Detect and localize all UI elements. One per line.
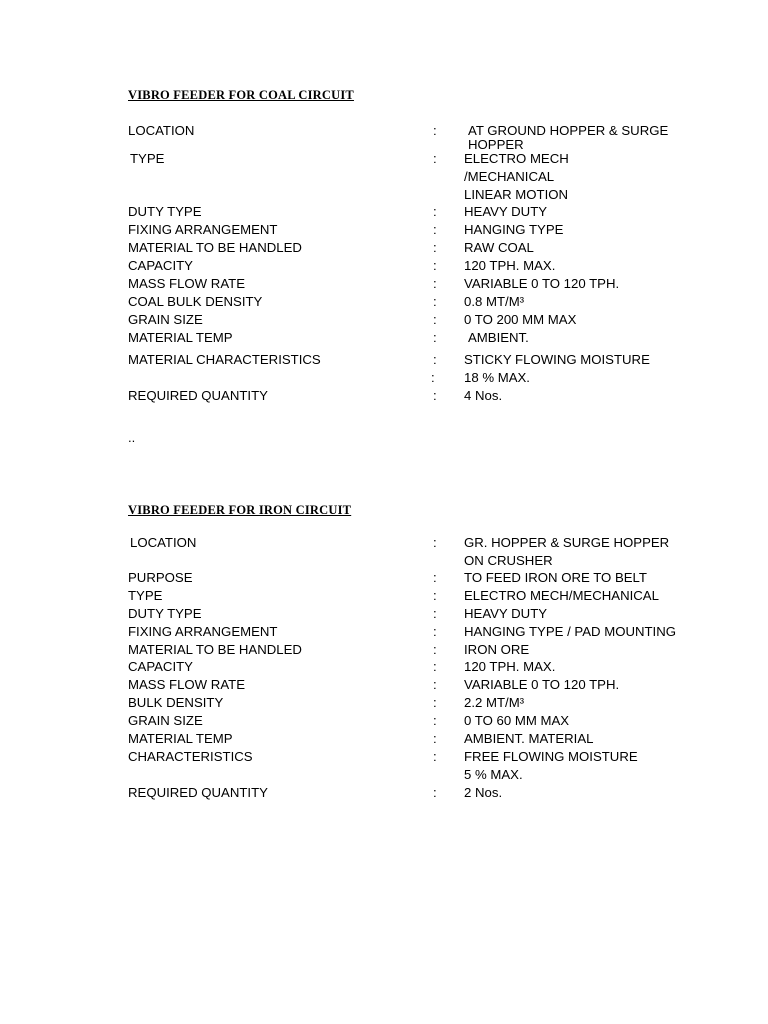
iron-section-title: VIBRO FEEDER FOR IRON CIRCUIT	[128, 503, 352, 517]
coal-char-value-cont: 18 % MAX.	[464, 370, 530, 385]
iron-location-value-cont: ON CRUSHER	[464, 553, 553, 568]
coal-material-label: MATERIAL TO BE HANDLED	[128, 240, 302, 255]
colon: :	[433, 204, 437, 219]
colon: :	[433, 606, 437, 621]
colon: :	[433, 222, 437, 237]
colon: :	[433, 642, 437, 657]
coal-duty-value: HEAVY DUTY	[464, 204, 548, 219]
separator-dots: ..	[128, 430, 136, 445]
coal-type-label: TYPE	[130, 151, 165, 166]
coal-type-value-cont-2: LINEAR MOTION	[464, 187, 569, 202]
colon: :	[433, 123, 437, 138]
iron-fixing-value: HANGING TYPE / PAD MOUNTING	[464, 624, 676, 639]
iron-purpose-value: TO FEED IRON ORE TO BELT	[464, 570, 647, 585]
coal-type-value-cont: /MECHANICAL	[464, 169, 555, 184]
iron-capacity-label: CAPACITY	[128, 659, 193, 674]
coal-duty-label: DUTY TYPE	[128, 204, 202, 219]
colon: :	[433, 659, 437, 674]
iron-char-label: CHARACTERISTICS	[128, 749, 253, 764]
coal-fixing-label: FIXING ARRANGEMENT	[128, 222, 278, 237]
iron-material-label: MATERIAL TO BE HANDLED	[128, 642, 302, 657]
colon: :	[433, 570, 437, 585]
iron-duty-label: DUTY TYPE	[128, 606, 202, 621]
coal-density-label: COAL BULK DENSITY	[128, 294, 263, 309]
colon: :	[433, 588, 437, 603]
colon: :	[433, 749, 437, 764]
coal-temp-label: MATERIAL TEMP	[128, 330, 233, 345]
iron-flow-value: VARIABLE 0 TO 120 TPH.	[464, 677, 620, 692]
iron-flow-label: MASS FLOW RATE	[128, 677, 245, 692]
coal-flow-label: MASS FLOW RATE	[128, 276, 245, 291]
coal-grain-value: 0 TO 200 MM MAX	[464, 312, 577, 327]
colon: :	[433, 258, 437, 273]
colon: :	[433, 294, 437, 309]
coal-type-value: ELECTRO MECH	[464, 151, 569, 166]
iron-duty-value: HEAVY DUTY	[464, 606, 548, 621]
coal-grain-label: GRAIN SIZE	[128, 312, 203, 327]
coal-material-value: RAW COAL	[464, 240, 534, 255]
iron-qty-value: 2 Nos.	[464, 785, 503, 800]
coal-capacity-label: CAPACITY	[128, 258, 193, 273]
coal-char-label: MATERIAL CHARACTERISTICS	[128, 352, 321, 367]
colon: :	[433, 713, 437, 728]
coal-temp-value: AMBIENT.	[468, 330, 529, 345]
iron-temp-value: AMBIENT. MATERIAL	[464, 731, 594, 746]
iron-char-value: FREE FLOWING MOISTURE	[464, 749, 638, 764]
colon: :	[433, 352, 437, 367]
colon: :	[433, 388, 437, 403]
iron-grain-value: 0 TO 60 MM MAX	[464, 713, 570, 728]
colon: :	[433, 785, 437, 800]
colon: :	[433, 312, 437, 327]
coal-fixing-value: HANGING TYPE	[464, 222, 564, 237]
coal-location-value: AT GROUND HOPPER & SURGE	[468, 123, 669, 138]
colon: :	[433, 240, 437, 255]
iron-purpose-label: PURPOSE	[128, 570, 193, 585]
iron-qty-label: REQUIRED QUANTITY	[128, 785, 268, 800]
coal-location-value-cont: HOPPER	[468, 137, 524, 152]
iron-location-label: LOCATION	[130, 535, 197, 550]
iron-density-label: BULK DENSITY	[128, 695, 224, 710]
coal-qty-value: 4 Nos.	[464, 388, 503, 403]
coal-qty-label: REQUIRED QUANTITY	[128, 388, 268, 403]
coal-location-label: LOCATION	[128, 123, 195, 138]
iron-type-value: ELECTRO MECH/MECHANICAL	[464, 588, 659, 603]
colon: :	[433, 330, 437, 345]
colon: :	[433, 624, 437, 639]
iron-temp-label: MATERIAL TEMP	[128, 731, 233, 746]
iron-capacity-value: 120 TPH. MAX.	[464, 659, 556, 674]
iron-char-value-cont: 5 % MAX.	[464, 767, 523, 782]
coal-capacity-value: 120 TPH. MAX.	[464, 258, 556, 273]
colon: :	[433, 731, 437, 746]
iron-type-label: TYPE	[128, 588, 163, 603]
colon: :	[433, 695, 437, 710]
colon: :	[433, 276, 437, 291]
coal-flow-value: VARIABLE 0 TO 120 TPH.	[464, 276, 620, 291]
iron-material-value: IRON ORE	[464, 642, 530, 657]
coal-section-title: VIBRO FEEDER FOR COAL CIRCUIT	[128, 88, 354, 102]
iron-grain-label: GRAIN SIZE	[128, 713, 203, 728]
iron-location-value: GR. HOPPER & SURGE HOPPER	[464, 535, 670, 550]
colon: :	[433, 151, 437, 166]
colon: :	[433, 535, 437, 550]
iron-density-value: 2.2 MT/M³	[464, 695, 525, 710]
coal-density-value: 0.8 MT/M³	[464, 294, 525, 309]
colon: :	[431, 370, 435, 385]
colon: :	[433, 677, 437, 692]
coal-char-value: STICKY FLOWING MOISTURE	[464, 352, 650, 367]
iron-fixing-label: FIXING ARRANGEMENT	[128, 624, 278, 639]
